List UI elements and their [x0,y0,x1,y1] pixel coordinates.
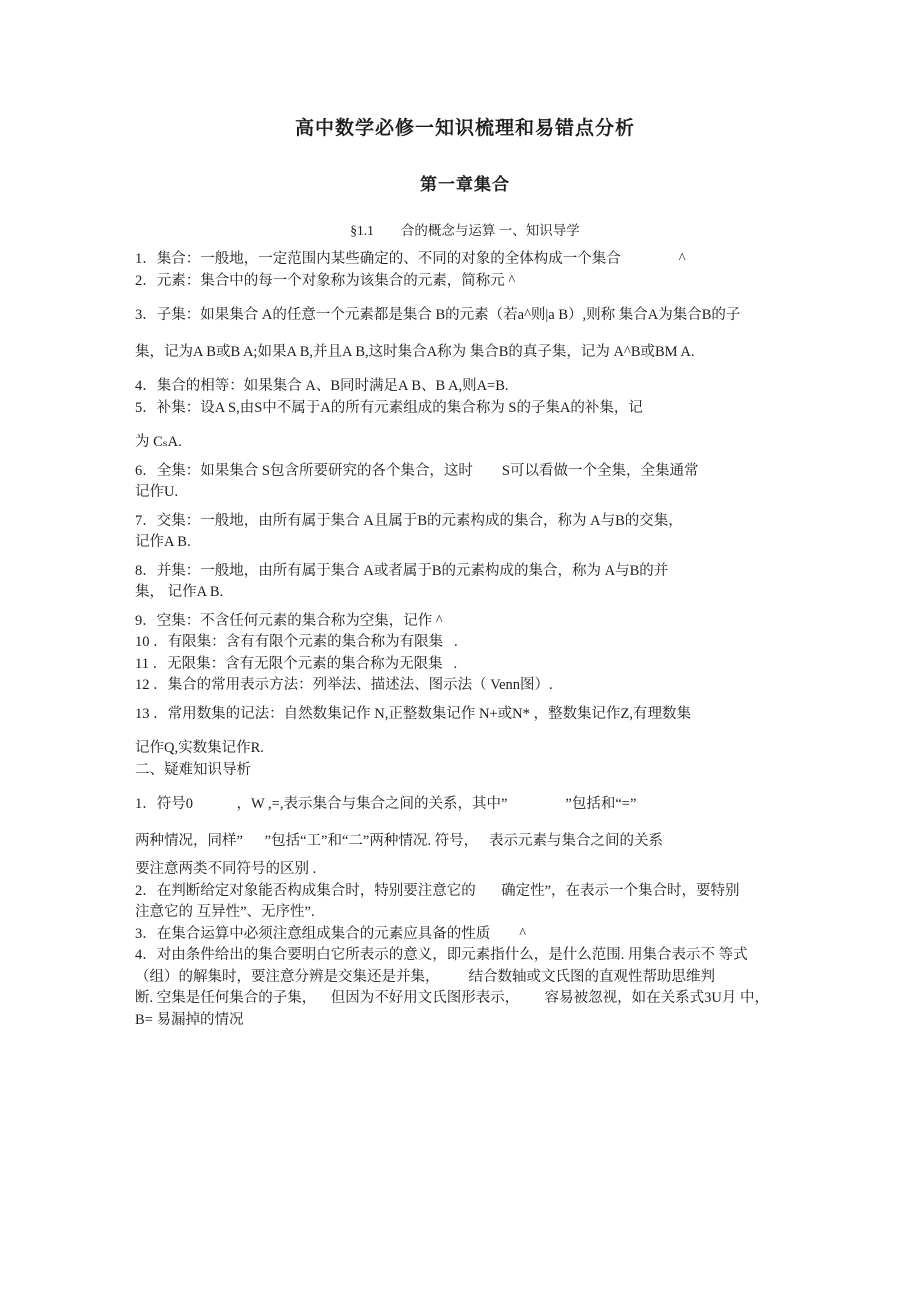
text-line: 9．空集：不含任何元素的集合称为空集，记作 ^ [135,612,443,629]
text-line: 要注意两类不同符号的区别 . [135,861,317,877]
text-line: 13 ．常用数集的记法：自然数集记作 N,正整数集记作 N+或N* ，整数集记作Z,有理数集 [135,705,691,722]
text-line: 1．符号0 ，W ,=,表示集合与集合之间的关系，其中” ”包括和“=” [135,796,637,812]
text-line: 为 CₛA. [135,434,182,450]
doc-title: 高中数学必修一知识梳理和易错点分析 [294,118,635,139]
text-line: 4．对由条件给出的集合要明白它所表示的意义，即元素指什么，是什么范围. 用集合表示不 等式 [135,947,748,963]
text-line: B= 易漏掉的情况 [135,1011,244,1028]
text-line: 7．交集：一般地，由所有属于集合 A且属于B的元素构成的集合，称为 A与B的交集， [135,512,683,529]
text-line: 集， 记作A B. [135,584,224,600]
section-heading: §1.1 合的概念与运算 一、知识导学 [350,223,580,238]
text-line: 6．全集：如果集合 S包含所要研究的各个集合，这时 S可以看做一个全集，全集通常 [135,462,699,479]
text-line: 12 ．集合的常用表示方法：列举法、描述法、图示法（ Venn图）. [135,677,553,693]
text-line: 注意它的 互异性”、无序性”. [135,904,315,920]
text-line: 3．子集：如果集合 A的任意一个元素都是集合 B的元素（若a^则|a B）,则称 集合A为集合B的子 [135,307,741,323]
text-line: 10 ．有限集：含有有限个元素的集合称为有限集 . [135,634,458,650]
text-line: 集，记为A B或B A;如果A B,并且A B,这时集合A称为 集合B的真子集，记为 A^B或BM A. [135,343,695,360]
text-line: 3．在集合运算中必须注意组成集合的元素应具备的性质 ^ [135,925,527,942]
document-content [135,113,795,1031]
text-line: 二、疑难知识导析 [135,761,251,778]
text-line: 8．并集：一般地，由所有属于集合 A或者属于B的元素构成的集合，称为 A与B的并 [135,562,669,579]
chapter-heading: 第一章集合 [420,175,510,194]
text-line: 记作Q,实数集记作R. [135,740,264,756]
text-line: 4．集合的相等：如果集合 A、B同时满足A B、B A,则A=B. [135,378,509,394]
text-line: 5．补集：设A S,由S中不属于A的所有元素组成的集合称为 S的子集A的补集，记 [135,399,643,416]
text-line: 2．元素：集合中的每一个对象称为该集合的元素，简称元 ^ [135,272,516,289]
text-line: 11 ．无限集：含有无限个元素的集合称为无限集 . [135,655,458,672]
text-line: 断. 空集是任何集合的子集， 但因为不好用文氏图形表示， 容易被忽视，如在关系式3U月 中， [135,990,769,1006]
text-line: 记作A B. [135,534,191,550]
text-line: 两种情况，同样” ”包括“工”和“二”两种情况. 符号， 表示元素与集合之间的关系 [135,832,663,849]
text-line: 1．集合：一般地，一定范围内某些确定的、不同的对象的全体构成一个集合 ^ [135,251,686,267]
text-line: 2．在判断给定对象能否构成集合时，特别要注意它的 确定性”，在表示一个集合时，要特别 [135,882,740,899]
text-line: （组）的解集时，要注意分辨是交集还是并集， 结合数轴或文氏图的直观性帮助思维判 [135,968,715,985]
text-line: 记作U. [135,484,179,500]
